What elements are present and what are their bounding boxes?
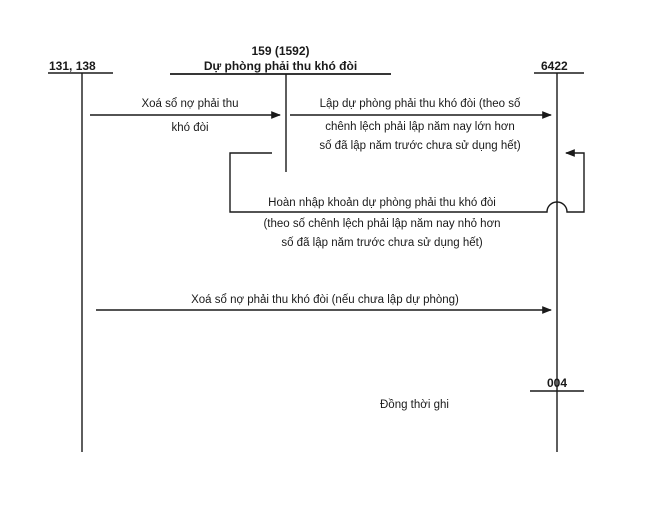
- provision-label-line3: số đã lập năm trước chưa sử dụng hết): [319, 140, 521, 152]
- account-6422-label: 6422: [541, 59, 568, 73]
- write-off-label-line1: Xoá sổ nợ phải thu: [141, 98, 239, 110]
- account-004-label: 004: [547, 376, 568, 390]
- write-off-no-provision-label: Xoá sổ nợ phải thu khó đòi (nếu chưa lập dự phòng): [191, 294, 459, 306]
- reversal-label-line2: (theo số chênh lệch phải lập năm nay nhỏ hơn: [263, 218, 501, 230]
- reversal-label-line1: Hoàn nhập khoản dự phòng phải thu khó đòi: [268, 197, 496, 209]
- provision-label-line1: Lập dự phòng phải thu khó đòi (theo số: [319, 98, 521, 110]
- reversal-label-line3: số đã lập năm trước chưa sử dụng hết): [281, 237, 483, 249]
- write-off-label-line2: khó đòi: [171, 122, 209, 134]
- account-159-code-label: 159 (1592): [251, 44, 310, 58]
- provision-label-line2: chênh lệch phải lập năm nay lớn hơn: [325, 121, 515, 133]
- simultaneous-label: Đồng thời ghi: [380, 399, 449, 411]
- account-131-138-label: 131, 138: [49, 59, 96, 73]
- account-159-name-label: Dự phòng phải thu khó đòi: [203, 59, 358, 73]
